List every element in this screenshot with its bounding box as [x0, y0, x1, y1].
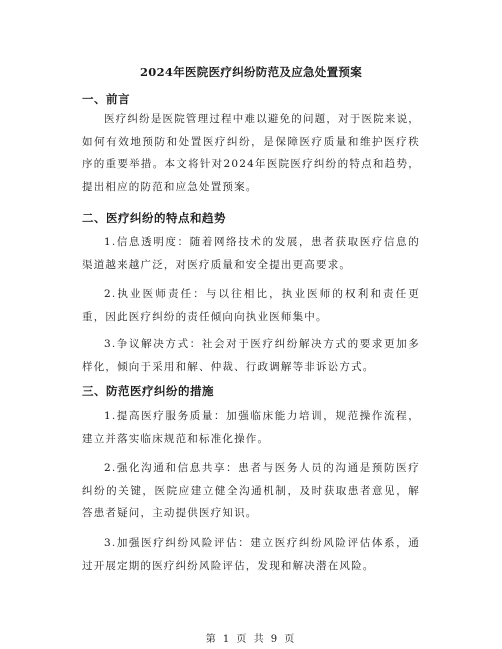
paragraph-measure-1: 1.提高医疗服务质量：加强临床能力培训，规范操作流程，建立并落实临床规范和标准化操作。 [82, 410, 420, 445]
section-heading-measures: 三、防范医疗纠纷的措施 [82, 384, 214, 398]
paragraph-preface: 医疗纠纷是医院管理过程中难以避免的问题，对于医院来说，如何有效地预防和处置医疗纠纷，是保障医疗质量和维护医疗秩序的重要举措。本文将针对2024年医院医疗纠纷的特点和趋势，提出相应的防范和应急处置预案。 [82, 113, 420, 193]
paragraph-feature-3: 3.争议解决方式：社会对于医疗纠纷解决方式的要求更加多样化，倾向于采用和解、仲裁、行政调解等非诉讼方式。 [82, 338, 420, 373]
paragraph-feature-2: 2.执业医师责任：与以往相比，执业医师的权利和责任更重，因此医疗纠纷的责任倾向向执业医师集中。 [82, 288, 420, 323]
paragraph-measure-2: 2.强化沟通和信息共享：患者与医务人员的沟通是预防医疗纠纷的关键，医院应建立健全沟通机制，及时获取患者意见，解答患者疑问，主动提供医疗知识。 [82, 462, 420, 519]
document-title: 2024年医院医疗纠纷防范及应急处置预案 [139, 65, 362, 79]
paragraph-measure-3: 3.加强医疗纠纷风险评估：建立医疗纠纷风险评估体系，通过开展定期的医疗纠纷风险评估，发现和解决潜在风险。 [82, 537, 420, 572]
section-heading-features: 二、医疗纠纷的特点和趋势 [82, 211, 226, 225]
paragraph-feature-1: 1.信息透明度：随着网络技术的发展，患者获取医疗信息的渠道越来越广泛，对医疗质量和安全提出更高要求。 [82, 236, 420, 271]
section-heading-preface: 一、前言 [82, 92, 130, 106]
page-footer: 第 1 页 共 9 页 [205, 634, 297, 645]
